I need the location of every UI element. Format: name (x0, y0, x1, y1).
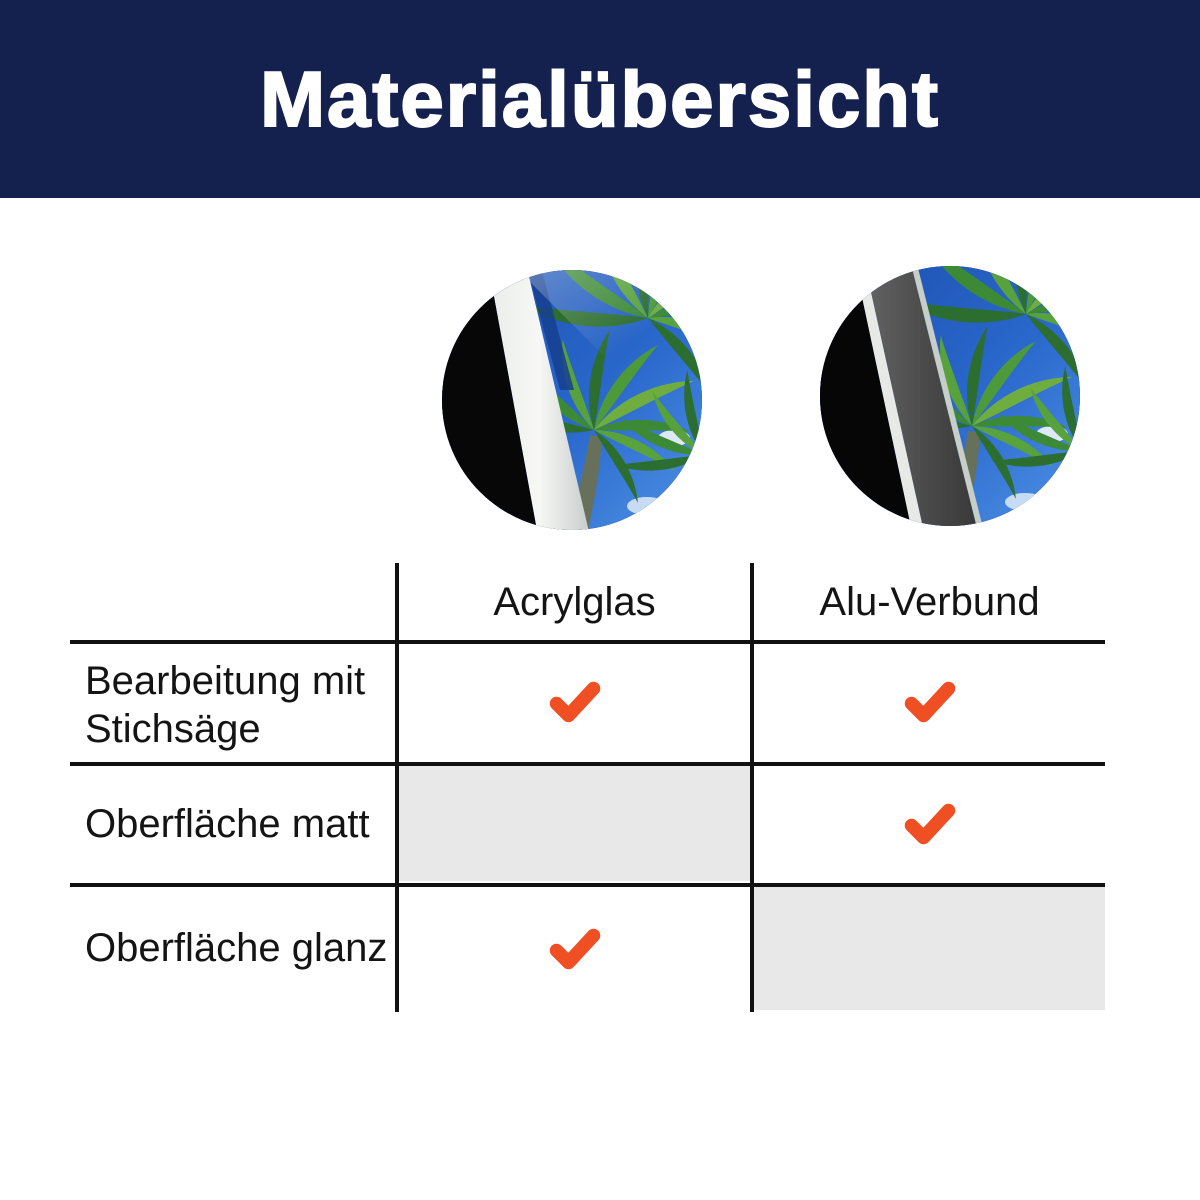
cell-matt-acrylglas (399, 766, 750, 881)
cell-stichsaege-acrylglas (399, 646, 750, 758)
page-title: Materialübersicht (260, 55, 940, 143)
column-header-alu-verbund: Alu-Verbund (819, 580, 1040, 624)
cell-matt-alu-verbund (754, 766, 1105, 881)
cell-glanz-acrylglas (399, 887, 750, 1010)
row-label-oberflaeche-matt: Oberfläche matt (85, 802, 370, 846)
cell-stichsaege-alu-verbund (754, 646, 1105, 758)
table-horizontal-line-1 (70, 640, 1105, 644)
title-banner (0, 0, 1200, 198)
cell-glanz-alu-verbund (754, 887, 1105, 1010)
acrylglas-sample-image (442, 270, 702, 530)
check-icon (545, 672, 605, 732)
row-label-stichsaege: Bearbeitung mit Stichsäge (85, 659, 366, 751)
check-icon (545, 919, 605, 979)
check-icon (900, 794, 960, 854)
check-icon (900, 672, 960, 732)
alu-verbund-sample-image (820, 266, 1080, 526)
row-label-oberflaeche-glanz: Oberfläche glanz (85, 926, 388, 970)
column-header-acrylglas: Acrylglas (493, 580, 656, 624)
